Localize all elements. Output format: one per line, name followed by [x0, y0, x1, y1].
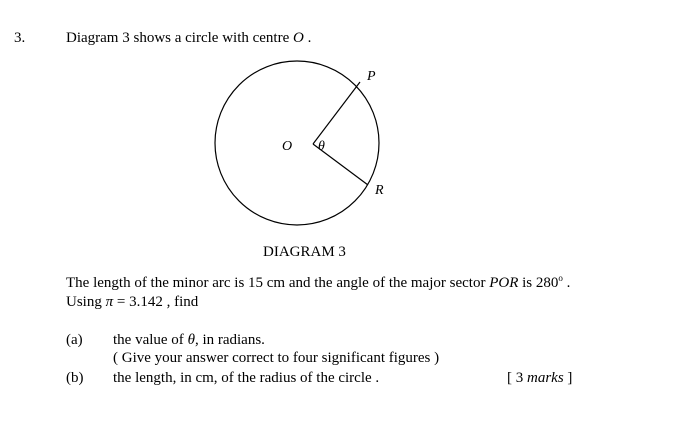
sector-label: POR — [489, 275, 519, 291]
intro-centre-label: O — [293, 30, 304, 46]
degree-sign: o — [558, 273, 563, 283]
circle-outline — [215, 61, 379, 225]
part-b-label: (b) — [66, 370, 84, 386]
question-number: 3. — [14, 30, 26, 46]
marks-open: [ 3 — [507, 370, 527, 386]
statement-line-1-suffix: is 280 — [518, 275, 559, 291]
part-a-text-suffix: , in radians. — [194, 332, 265, 348]
part-a-text — [113, 333, 265, 348]
marks-allocation — [507, 371, 572, 386]
part-a-note: ( Give your answer correct to four significant figures ) — [113, 350, 440, 366]
marks-word: marks — [527, 370, 564, 386]
statement-line-1-end: . — [562, 275, 571, 291]
statement-line-2-suffix: = 3.142 , find — [113, 294, 199, 310]
centre-label: O — [282, 139, 293, 154]
diagram-caption: DIAGRAM 3 — [263, 244, 346, 260]
question-intro — [66, 31, 311, 46]
intro-prefix: Diagram 3 shows a circle with centre — [66, 30, 293, 46]
circle-diagram — [205, 55, 395, 233]
statement-line-1 — [66, 274, 570, 291]
radius-op — [313, 82, 360, 144]
pi-symbol: π — [105, 294, 114, 310]
theta-symbol: θ — [187, 332, 195, 348]
part-b-text: the length, in cm, of the radius of the circle . — [113, 370, 380, 386]
statement-line-2-prefix: Using — [66, 294, 106, 310]
marks-close: ] — [563, 370, 573, 386]
part-a-text-prefix: the value of — [113, 332, 188, 348]
statement-line-2 — [66, 295, 198, 310]
intro-suffix: . — [303, 30, 312, 46]
point-r-label: R — [375, 183, 384, 198]
point-p-label: P — [367, 69, 376, 84]
part-a-label: (a) — [66, 332, 83, 348]
statement-line-1-prefix: The length of the minor arc is 15 cm and the angle of the major sector — [66, 275, 490, 291]
angle-label: θ — [318, 139, 325, 154]
